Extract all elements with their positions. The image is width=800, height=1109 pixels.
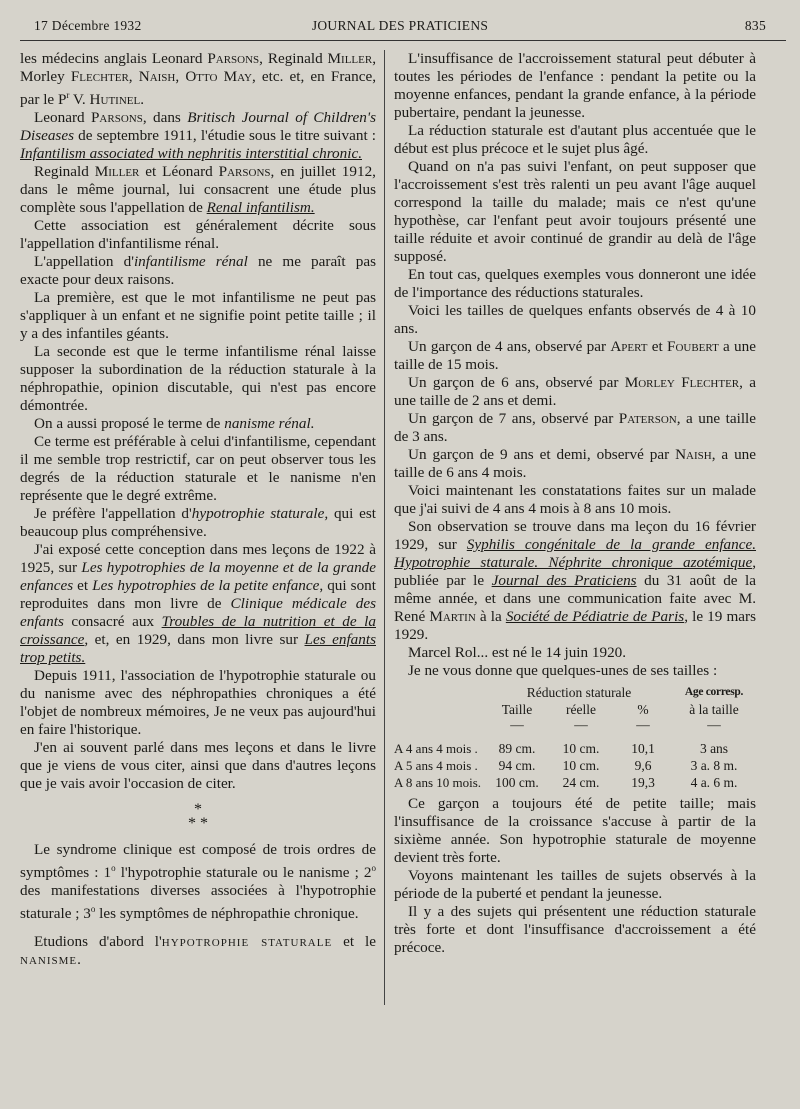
paragraph-ce-garcon: Ce garçon a toujours été de petite taille; mais l'insuffisance de la croissance s'accuse à partir de la sixième année. Son hypotrophie staturale de moyenne devient très forte. xyxy=(394,795,756,866)
paragraph-reduction: La réduction staturale est d'autant plus accentuée que le début est plus précoce et le sujet plus âgé. xyxy=(394,122,756,157)
paragraph-syndrome: Le syndrome clinique est composé de trois ordres de symptômes : 1$^o$ l'hypotrophie staturale ou le nanisme ; 2$^o$ des manifestations diverses associées à l'hypotrophie staturale ; 3$^o$ les symptômes de néphropathie chronique. xyxy=(20,841,376,923)
table-header-group: Réduction staturale xyxy=(526,685,632,700)
paragraph-etudions: Etudions d'abord l'hypotrophie staturale et le nanisme. xyxy=(20,933,376,969)
table-row: A 8 ans 10 mois. 100 cm. 24 cm. 19,3 4 a. 6 m. xyxy=(394,775,738,790)
paragraph-quand: Quand on n'a pas suivi l'enfant, on peut supposer que l'accroissement s'est très ralenti un peu avant l'âge auquel correspond la taille du malade; mais ce n'est qu'une hypothèse, car l'enfant peut avoir toujours présenté une taille réduite et avoir continué de grandir au delà de l'âge supposé. xyxy=(394,158,756,265)
paragraph-nanisme-renal: On a aussi proposé le terme de nanisme rénal. xyxy=(34,415,315,433)
table-header-row-1 xyxy=(394,684,756,701)
paragraph-garcon-9: Un garçon de 9 ans et demi, observé par Naish, a une taille de 6 ans 4 mois. xyxy=(394,446,757,481)
col-taille: Taille xyxy=(501,702,533,717)
paragraph-premiere: La première, est que le mot infantilisme ne peut pas s'appliquer à un enfant et ne signifie point petite taille ; il y a des infantiles géants. xyxy=(20,289,376,343)
paragraph-voici-tailles: Voici les tailles de quelques enfants observés de 4 à 10 ans. xyxy=(394,302,756,337)
paragraph-depuis-1911: Depuis 1911, l'association de l'hypotrophie staturale ou du nanisme avec des néphropathies chroniques a été l'objet de nombreux mémoires, Je ne veux pas aujourd'hui en faire l'historique. xyxy=(20,667,376,739)
col-age: à la taille xyxy=(689,702,739,717)
section-separator-asterism: * * * xyxy=(188,801,208,833)
table-dash-row: — — — — xyxy=(510,717,721,732)
paragraph-garcon-7: Un garçon de 7 ans, observé par Paterson, a une taille de 3 ans. xyxy=(394,410,756,445)
table-row: A 4 ans 4 mois . 89 cm. 10 cm. 10,1 3 ans xyxy=(394,741,729,756)
col-reelle: réelle xyxy=(566,702,596,717)
paragraph-sujets: Il y a des sujets qui présentent une réduction staturale très forte et dont l'insuffisance d'accroissement a été précoce. xyxy=(394,903,756,956)
page-header xyxy=(34,18,766,38)
paragraph-hypotrophie: Je préfère l'appellation d'hypotrophie staturale, qui est beaucoup plus compréhensive. xyxy=(20,505,377,541)
paragraph-association: Cette association est généralement décrite sous l'appellation d'infantilisme rénal. xyxy=(20,217,376,253)
header-page-number: 835 xyxy=(744,18,766,33)
paragraph-voyons: Voyons maintenant les tailles de sujets observés à la période de la puberté et pendant la jeunesse. xyxy=(394,867,756,902)
table-header-age: Age corresp. xyxy=(684,686,744,698)
table-header-row-2 xyxy=(394,701,756,718)
table-row: A 5 ans 4 mois . 94 cm. 10 cm. 9,6 3 a. 8 m. xyxy=(394,758,738,773)
paragraph-insuffisance: L'insuffisance de l'accroissement statural peut débuter à toutes les périodes de l'enfance : pendant la petite ou la moyenne enfances, pendant la grande enfance, à la période pubertaire, pendant la jeunesse. xyxy=(394,50,756,121)
height-table xyxy=(394,684,756,791)
paragraph-authors: les médecins anglais Leonard Parsons, Reginald Miller, Morley Flechter, Naish, Otto May, etc. et, en France, par le $P^r$ V. Hutinel. xyxy=(20,50,377,109)
paragraph-terme: Ce terme est préférable à celui d'infantilisme, cependant il me semble trop restrictif, car on peut observer tous les degrés de la réduction staturale et le nanisme n'en représente que le degré extrême. xyxy=(20,433,376,505)
header-journal-title: JOURNAL DES PRATICIENS xyxy=(311,18,489,33)
paragraph-garcon-6: Un garçon de 6 ans, observé par Morley Flechter, a une taille de 2 ans et demi. xyxy=(394,374,756,409)
paragraph-souvent: J'en ai souvent parlé dans mes leçons et dans le livre que je viens de vous citer, ainsi que dans d'autres leçons que je vais avoir l'occasion de citer. xyxy=(20,739,376,793)
paragraph-appellation: L'appellation d'infantilisme rénal ne me paraît pas exacte pour deux raisons. xyxy=(20,253,376,289)
paragraph-tailles-intro: Je ne vous donne que quelques-unes de ses tailles : xyxy=(408,662,718,679)
left-column xyxy=(20,50,376,969)
paragraph-lecons: J'ai exposé cette conception dans mes leçons de 1922 à 1925, sur Les hypotrophies de la moyenne et de la grande enfances et Les hypotrophies de la petite enfance, qui sont reproduites dans mon livre de Clinique médicale des enfants consacré aux Troubles de la nutrition et de la croissance, et, en 1929, dans mon livre sur Les enfants trop petits. xyxy=(20,541,377,667)
paragraph-marcel: Marcel Rol... est né le 14 juin 1920. xyxy=(408,644,627,661)
paragraph-miller: Reginald Miller et Léonard Parsons, en juillet 1912, dans le même journal, lui consacrent une étude plus complète sous l'appellation de Renal infantilism. xyxy=(20,163,376,217)
col-pct: % xyxy=(637,702,649,717)
column-divider xyxy=(384,50,385,1005)
paragraph-garcon-4: Un garçon de 4 ans, observé par Apert et Foubert a une taille de 15 mois. xyxy=(394,338,756,373)
paragraph-seconde: La seconde est que le terme infantilisme rénal laisse supposer la subordination de la réduction staturale à la néphropathie, opinion discutable, qui n'est pas encore démontrée. xyxy=(20,343,376,415)
header-rule xyxy=(20,40,786,41)
paragraph-parsons: Leonard Parsons, dans Britisch Journal of Children's Diseases de septembre 1911, l'étudie sous le titre suivant : Infantilism associated with nephritis interstitial chronic. xyxy=(20,109,377,163)
paragraph-observation: Son observation se trouve dans ma leçon du 16 février 1929, sur Syphilis congénitale de la grande enfance. Hypotrophie staturale. Néphrite chronique azotémique, publiée par le Journal des Praticiens du 31 août de la même année, et dans une communication faite avec M. René Martin à la Société de Pédiatrie de Paris, le 19 mars 1929. xyxy=(394,518,757,643)
right-column xyxy=(394,50,756,957)
paragraph-exemples: En tout cas, quelques exemples vous donneront une idée de l'importance des réductions staturales. xyxy=(394,266,756,301)
paragraph-constatations: Voici maintenant les constatations faites sur un malade que j'ai suivi de 4 ans 4 mois à 8 ans 10 mois. xyxy=(394,482,756,517)
header-date: 17 Décembre 1932 xyxy=(34,18,142,33)
